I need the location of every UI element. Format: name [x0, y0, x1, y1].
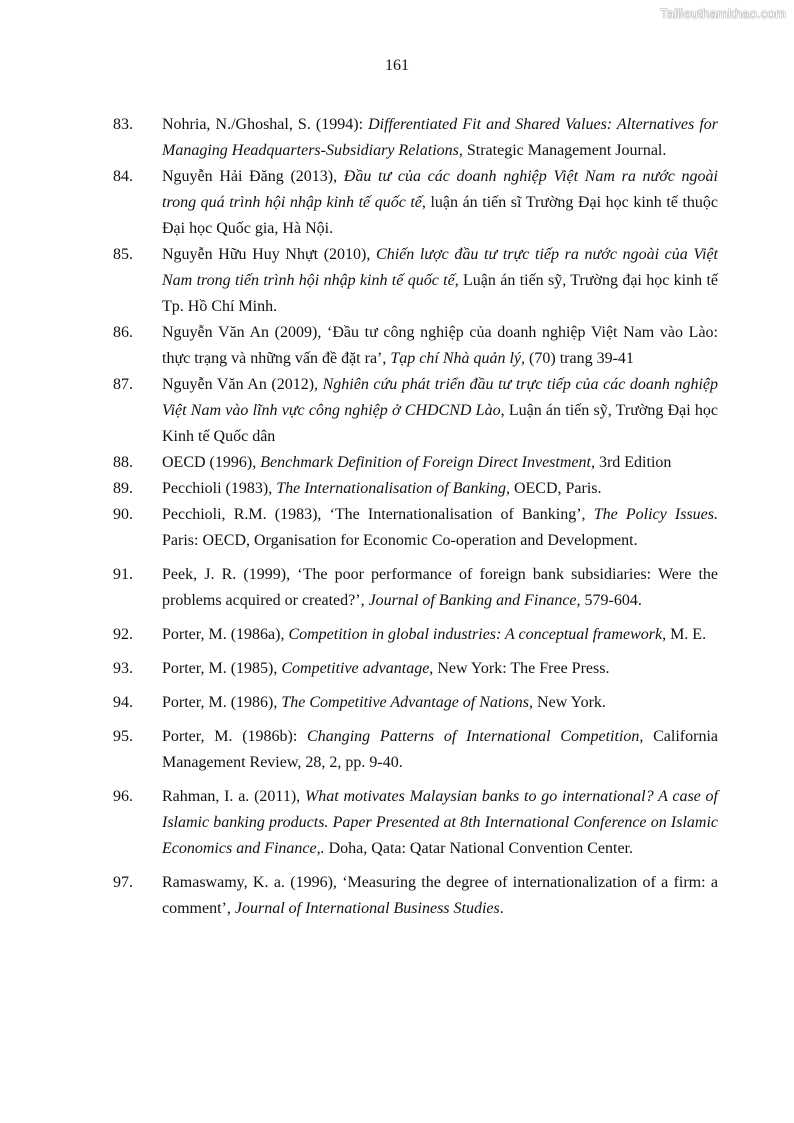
reference-text: Porter, M. (1985), — [162, 660, 282, 677]
reference-text: Pecchioli, R.M. (1983), ‘The Internationalisation of Banking’, — [162, 506, 594, 523]
reference-title: Competition in global industries: A conceptual framework, — [288, 626, 667, 643]
reference-text: , Strategic Management Journal. — [458, 142, 667, 159]
reference-item — [113, 242, 718, 320]
reference-list — [113, 112, 718, 922]
reference-item — [113, 724, 718, 776]
reference-text: Nguyễn Văn An (2009), ‘Đầu tư công nghiệp của doanh nghiệp Việt Nam vào Lào: thực trạng và những vấn đề đặt ra’, — [162, 324, 718, 367]
reference-item — [113, 656, 718, 682]
reference-number: 93. — [113, 660, 133, 677]
reference-text: Nguyễn Hữu Huy Nhựt (2010), — [162, 246, 377, 263]
reference-text: , Luận án tiến sỹ, Trường đại học kinh tế Tp. Hồ Chí Minh. — [162, 272, 718, 315]
reference-title: Nghiên cứu phát triển đầu tư trực tiếp của các doanh nghiệp Việt Nam vào lĩnh vực công nghiệp ở CHDCND Lào — [162, 376, 718, 419]
reference-title: The Competitive Advantage of Nations — [281, 694, 530, 711]
reference-number: 97. — [113, 874, 133, 891]
reference-text: New York: The Free Press. — [433, 660, 610, 677]
reference-number: 87. — [113, 376, 133, 393]
reference-item — [113, 784, 718, 862]
reference-text: Pecchioli (1983), — [162, 480, 277, 497]
reference-text: Doha, Qata: Qatar National Convention Center. — [324, 840, 633, 857]
reference-item — [113, 476, 718, 502]
reference-title: Chiến lược đầu tư trực tiếp ra nước ngoài của Việt Nam trong tiến trình hội nhập kinh tế quốc tế — [162, 246, 719, 289]
reference-number: 95. — [113, 728, 133, 745]
reference-title: What motivates Malaysian banks to go international? A case of Islamic banking products. Paper Presented at 8th International Conference on Islamic Economics and Finance,. — [162, 788, 718, 857]
reference-text: Rahman, I. a. (2011), — [162, 788, 305, 805]
reference-text: 3rd Edition — [594, 454, 672, 471]
reference-number: 94. — [113, 694, 133, 711]
reference-text: Nguyễn Văn An (2012), — [162, 376, 323, 393]
reference-text: Nohria, N./Ghoshal, S. (1994): — [162, 116, 369, 133]
reference-number: 90. — [113, 506, 133, 523]
reference-text: , 579-604. — [576, 592, 642, 609]
page-number: 161 — [385, 57, 409, 74]
reference-title: Differentiated Fit and Shared Values: Alternatives for Managing Headquarters-Subsidiary Relations — [162, 116, 718, 159]
reference-title: The Policy Issues. — [593, 506, 718, 523]
reference-title: Competitive advantage, — [281, 660, 434, 677]
reference-item — [113, 562, 718, 614]
reference-text: , New York. — [529, 694, 606, 711]
reference-title: Đầu tư của các doanh nghiệp Việt Nam ra nước ngoài trong quá trình hội nhập kinh tế quốc tế, — [162, 168, 719, 211]
reference-item — [113, 320, 718, 372]
reference-text: Porter, M. (1986b): — [162, 728, 308, 745]
reference-text: , Luận án tiến sỹ, Trường Đại học Kinh tế Quốc dân — [162, 402, 719, 445]
reference-title: Benchmark Definition of Foreign Direct Investment, — [260, 454, 595, 471]
reference-item — [113, 622, 718, 648]
reference-text: Porter, M. (1986), — [162, 694, 282, 711]
reference-number: 89. — [113, 480, 133, 497]
reference-number: 92. — [113, 626, 133, 643]
reference-text: (70) trang 39-41 — [525, 350, 634, 367]
reference-item — [113, 164, 718, 242]
reference-text: Ramaswamy, K. a. (1996), ‘Measuring the degree of internationalization of a firm: a comment’, — [162, 874, 718, 917]
reference-number: 84. — [113, 168, 133, 185]
reference-text: OECD, Paris. — [509, 480, 602, 497]
watermark: Tailieuthamkhao.com — [660, 6, 786, 21]
reference-text: . — [499, 900, 504, 917]
reference-number: 83. — [113, 116, 133, 133]
reference-text: luận án tiến sĩ Trường Đại học kinh tế thuộc Đại học Quốc gia, Hà Nội. — [162, 194, 718, 237]
reference-text: California Management Review, 28, 2, pp. 9-40. — [162, 728, 718, 771]
reference-number: 96. — [113, 788, 133, 805]
reference-number: 85. — [113, 246, 133, 263]
reference-title: The Internationalisation of Banking, — [276, 480, 510, 497]
reference-text: OECD (1996), — [162, 454, 261, 471]
reference-text: Paris: OECD, Organisation for Economic Co-operation and Development. — [162, 532, 638, 549]
reference-item — [113, 870, 718, 922]
reference-title: Tạp chí Nhà quản lý, — [390, 350, 526, 367]
reference-text: M. E. — [666, 626, 707, 643]
reference-number: 88. — [113, 454, 133, 471]
reference-text: Nguyễn Hải Đăng (2013), — [162, 168, 344, 185]
reference-number: 86. — [113, 324, 133, 341]
reference-item — [113, 690, 718, 716]
reference-item — [113, 502, 718, 554]
reference-item — [113, 450, 718, 476]
reference-item — [113, 372, 718, 450]
reference-text: Peek, J. R. (1999), ‘The poor performance of foreign bank subsidiaries: Were the problems acquired or created?’, — [162, 566, 718, 609]
reference-item — [113, 112, 718, 164]
reference-number: 91. — [113, 566, 133, 583]
reference-title: Journal of Banking and Finance — [368, 592, 577, 609]
reference-title: Changing Patterns of International Competition, — [307, 728, 644, 745]
reference-title: Journal of International Business Studies — [234, 900, 500, 917]
reference-text: Porter, M. (1986a), — [162, 626, 289, 643]
